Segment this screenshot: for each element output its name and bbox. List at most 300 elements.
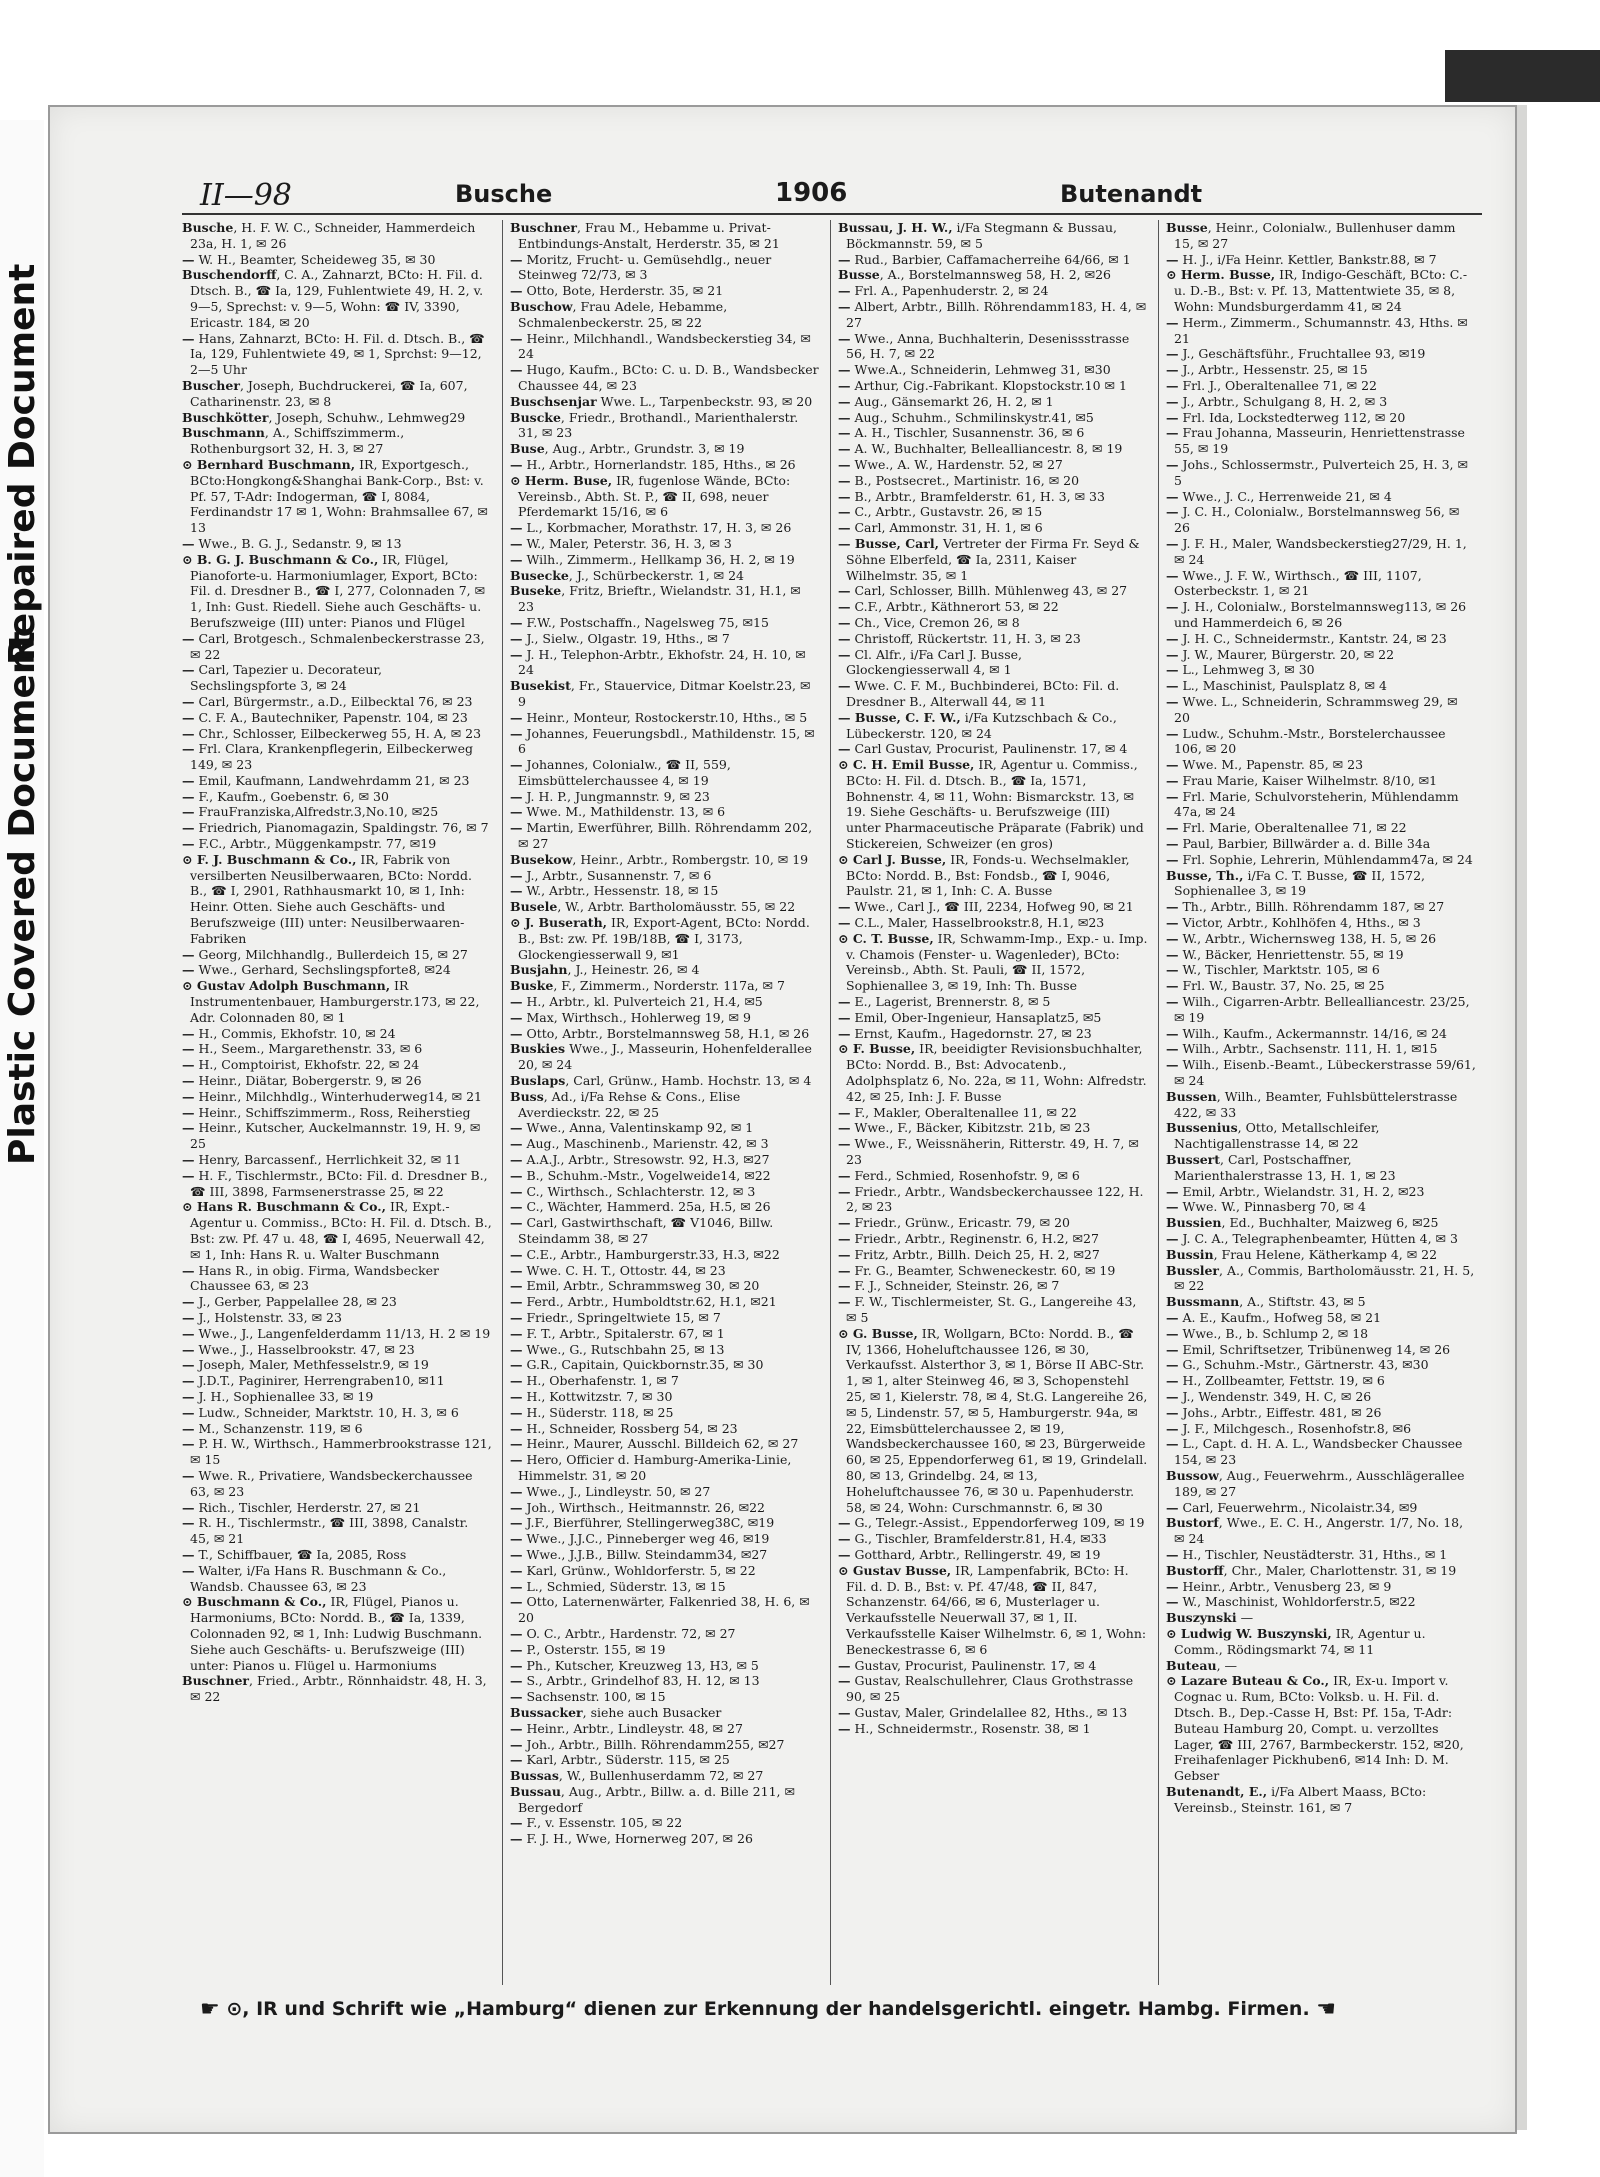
directory-entry	[1166, 1199, 1476, 1215]
entry-name: —	[510, 725, 523, 741]
entry-name: ⊙ C. H. Emil Busse,	[838, 757, 975, 773]
entry-details: Rich., Tischler, Herderstr. 27, ✉ 21	[194, 1499, 421, 1515]
entry-name: —	[1166, 646, 1179, 662]
entry-name: Buss	[510, 1088, 544, 1104]
entry-details: G., Schuhm.-Mstr., Gärtnerstr. 43, ✉30	[1178, 1357, 1429, 1373]
directory-entry	[1166, 631, 1476, 647]
directory-entry	[1166, 425, 1476, 457]
entry-name: —	[182, 1499, 195, 1515]
dark-corner-block	[1445, 50, 1600, 102]
entry-name: —	[510, 867, 523, 883]
directory-entry	[1166, 1310, 1476, 1326]
directory-entry	[1166, 1231, 1476, 1247]
entry-name: —	[182, 1167, 195, 1183]
directory-entry	[182, 252, 492, 268]
entry-details: IR, Fabrik von versilberten Neusilberwaaren, BCto: Nordd. B., ☎ I, 2901, Rathhausmarkt 10, ✉ 1, Inh: Heinr. Otten. Siehe auch Geschäfts- und Berufszweige (III) unter: Neusilberwaaren-Fabriken	[190, 851, 472, 946]
entry-name: —	[510, 1120, 523, 1136]
entry-name: —	[510, 1689, 523, 1705]
entry-details: Emil, Schriftsetzer, Tribünenweg 14, ✉ 26	[1178, 1341, 1451, 1357]
entry-name: — Busse, C. F. W.,	[838, 709, 961, 725]
entry-name: —	[1166, 314, 1179, 330]
entry-name: Buschmann	[182, 425, 265, 441]
entry-name: —	[510, 1199, 523, 1215]
entry-details: S., Arbtr., Grindelhof 83, H. 12, ✉ 13	[522, 1673, 760, 1689]
entry-name: —	[838, 1183, 851, 1199]
directory-entry	[510, 1721, 820, 1737]
directory-entry	[838, 1263, 1148, 1279]
directory-entry	[838, 1673, 1148, 1705]
directory-entry	[510, 1342, 820, 1358]
entry-name: —	[510, 788, 523, 804]
entry-details: Max, Wirthsch., Hohlerweg 19, ✉ 9	[522, 1009, 751, 1025]
directory-entry	[182, 1500, 492, 1516]
entry-details: , W., Bullenhuserdamm 72, ✉ 27	[558, 1768, 764, 1784]
entry-name: Busse	[838, 267, 880, 283]
directory-entry	[838, 1658, 1148, 1674]
entry-name: —	[1166, 1546, 1179, 1562]
directory-entry	[182, 267, 492, 330]
directory-entry	[510, 1010, 820, 1026]
entry-name: ⊙ B. G. J. Buschmann & Co.,	[182, 551, 379, 567]
entry-details: W., Bäcker, Henriettenstr. 55, ✉ 19	[1178, 946, 1404, 962]
entry-details: Friedr., Arbtr., Wandsbeckerchaussee 122, H. 2, ✉ 23	[846, 1183, 1144, 1215]
entry-details: Gotthard, Arbtr., Rellingerstr. 49, ✉ 19	[850, 1546, 1101, 1562]
entry-name: —	[1166, 535, 1179, 551]
column-2	[510, 220, 820, 1985]
directory-entry	[510, 1278, 820, 1294]
entry-details: Heinr., Diätar, Bobergerstr. 9, ✉ 26	[194, 1073, 422, 1089]
entry-details: Johs., Schlossermstr., Pulverteich 25, H. 3, ✉ 5	[1174, 456, 1468, 488]
directory-entry	[182, 820, 492, 836]
entry-details: , Otto, Metallschleifer, Nachtigallenstrasse 14, ✉ 22	[1174, 1120, 1380, 1152]
entry-details: L., Schmied, Süderstr. 13, ✉ 15	[522, 1578, 726, 1594]
entry-details: Carl Gustav, Procurist, Paulinenstr. 17, ✉ 4	[850, 741, 1128, 757]
entry-details: W., Tischler, Marktstr. 105, ✉ 6	[1178, 962, 1380, 978]
directory-entry	[182, 978, 492, 1025]
entry-name: —	[510, 1246, 523, 1262]
directory-entry	[182, 1089, 492, 1105]
directory-entry	[510, 1484, 820, 1500]
entry-details: C.F., Arbtr., Käthnerort 53, ✉ 22	[850, 599, 1059, 615]
entry-details: Carl, Ammonstr. 31, H. 1, ✉ 6	[850, 520, 1043, 536]
directory-entry	[838, 1231, 1148, 1247]
entry-name: —	[182, 1294, 195, 1310]
directory-entry	[838, 931, 1148, 994]
entry-name: —	[1166, 425, 1179, 441]
entry-name: —	[838, 1546, 851, 1562]
entry-name: —	[838, 520, 851, 536]
directory-entry	[838, 504, 1148, 520]
entry-details: H., Seem., Margarethenstr. 33, ✉ 6	[194, 1041, 423, 1057]
entry-details: Paul, Barbier, Billwärder a. d. Bille 34a	[1178, 836, 1431, 852]
entry-details: IR, Expt.-Agentur u. Commiss., BCto: H. Fil. d. Dtsch. B., Bst: zw. Pf. 47 u. 48, ☎ I, 4695, Neuerwall 42, ✉ 1, Inh: Hans R. u. Walter Buschmann	[190, 1199, 492, 1262]
entry-details: B., Schuhm.-Mstr., Vogelweide14, ✉22	[522, 1167, 771, 1183]
directory-entry	[182, 552, 492, 631]
directory-entry	[1166, 1215, 1476, 1231]
entry-details: Chr., Schlosser, Eilbeckerweg 55, H. A, ✉ 23	[194, 725, 482, 741]
directory-entry	[510, 1689, 820, 1705]
entry-details: Fr. G., Beamter, Schweneckestr. 60, ✉ 19	[850, 1262, 1116, 1278]
directory-entry	[1166, 1263, 1476, 1295]
entry-details: i/Fa C. T. Busse, ☎ II, 1572, Sophienallee 3, ✉ 19	[1174, 867, 1425, 899]
directory-entry	[838, 299, 1148, 331]
entry-name: —	[1166, 346, 1179, 362]
entry-name: —	[1166, 1499, 1179, 1515]
entry-name: —	[182, 1357, 195, 1373]
entry-name: —	[510, 1531, 523, 1547]
entry-details: Aug., Maschinenb., Marienstr. 42, ✉ 3	[522, 1136, 769, 1152]
entry-details: C., Wirthsch., Schlachterstr. 12, ✉ 3	[522, 1183, 756, 1199]
entry-name: ⊙ Carl J. Busse,	[838, 851, 947, 867]
entry-details: F., Makler, Oberaltenallee 11, ✉ 22	[850, 1104, 1077, 1120]
entry-name: —	[182, 1436, 195, 1452]
entry-details: Joseph, Maler, Methfesselstr.9, ✉ 19	[194, 1357, 429, 1373]
entry-details: F.C., Arbtr., Müggenkampstr. 77, ✉19	[194, 836, 437, 852]
directory-entry	[182, 1468, 492, 1500]
directory-entry	[182, 220, 492, 252]
column-divider	[830, 220, 831, 1985]
directory-entry	[510, 1041, 820, 1073]
entry-name: —	[510, 1025, 523, 1041]
entry-name: —	[510, 1009, 523, 1025]
entry-name: —	[1166, 1183, 1179, 1199]
entry-name: —	[1166, 409, 1179, 425]
entry-name: ⊙ Hans R. Buschmann & Co.,	[182, 1199, 386, 1215]
directory-entry	[510, 1089, 820, 1121]
directory-entry	[182, 331, 492, 378]
directory-entry	[1166, 789, 1476, 821]
entry-details: IR, Fonds-u. Wechselmakler, BCto: Nordd. B., Bst: Fondsb., ☎ I, 9046, Paulstr. 21, ✉ 1, Inh: C. A. Busse	[846, 851, 1130, 899]
entry-name: —	[510, 283, 523, 299]
entry-name: Busecke	[510, 567, 569, 583]
directory-entry	[510, 868, 820, 884]
entry-name: —	[182, 535, 195, 551]
entry-details: IR, fugenlose Wände, BCto: Vereinsb., Abth. St. P., ☎ II, 698, neuer Pferdemarkt 15/16, ✉ 6	[518, 472, 791, 520]
entry-details: Hero, Officier d. Hamburg-Amerika-Linie, Himmelstr. 31, ✉ 20	[518, 1452, 792, 1483]
entry-details: , siehe auch Busacker	[582, 1704, 722, 1720]
entry-name: Bussert	[1166, 1152, 1221, 1168]
directory-entry	[510, 1673, 820, 1689]
directory-entry	[182, 1120, 492, 1152]
directory-entry	[1166, 1405, 1476, 1421]
entry-details: Ch., Vice, Cremon 26, ✉ 8	[850, 614, 1020, 630]
directory-entry	[838, 1326, 1148, 1516]
directory-entry	[510, 1626, 820, 1642]
directory-entry	[182, 836, 492, 852]
directory-entry	[510, 536, 820, 552]
entry-details: FrauFranziska,Alfredstr.3,No.10, ✉25	[194, 804, 439, 820]
entry-details: Wwe. C. F. M., Buchbinderei, BCto: Fil. d. Dresdner B., Alterwall 44, ✉ 11	[846, 678, 1120, 709]
directory-entry	[838, 583, 1148, 599]
entry-name: —	[510, 1325, 523, 1341]
directory-entry	[182, 1421, 492, 1437]
entry-name: —	[838, 298, 851, 314]
directory-entry	[182, 1026, 492, 1042]
directory-entry	[838, 1547, 1148, 1563]
entry-name: —	[182, 1341, 195, 1357]
entry-name: —	[182, 1562, 195, 1578]
entry-name: —	[182, 251, 195, 267]
directory-entry	[1166, 647, 1476, 663]
entry-name: —	[838, 377, 851, 393]
entry-name: Busele	[510, 899, 558, 915]
directory-entry	[1166, 1547, 1476, 1563]
entry-details: H., Schneidermstr., Rosenstr. 38, ✉ 1	[850, 1720, 1091, 1736]
directory-entry	[1166, 868, 1476, 900]
entry-details: Heinr., Maurer, Ausschl. Billdeich 62, ✉ 27	[522, 1436, 799, 1452]
entry-name: Busche	[182, 220, 234, 235]
entry-details: W., Maschinist, Wohldorferstr.5, ✉22	[1178, 1594, 1416, 1610]
entry-details: i/Fa Kutzschbach & Co., Lübeckerstr. 120, ✉ 24	[846, 709, 1117, 741]
directory-entry	[1166, 1579, 1476, 1595]
entry-name: —	[838, 472, 851, 488]
entry-details: J. F., Milchgesch., Rosenhofstr.8, ✉6	[1178, 1420, 1412, 1436]
entry-details: Hans R., in obig. Firma, Wandsbecker Chaussee 63, ✉ 23	[190, 1262, 440, 1294]
entry-details: Johannes, Feuerungsbdl., Mathildenstr. 15, ✉ 6	[518, 725, 815, 757]
entry-name: —	[1166, 1578, 1179, 1594]
entry-name: ⊙ Buschmann & Co.,	[182, 1594, 327, 1610]
directory-entry	[510, 1294, 820, 1310]
directory-entry	[182, 1389, 492, 1405]
directory-entry	[510, 1184, 820, 1200]
entry-details: , Fritz, Brieftr., Wielandstr. 31, H.1, ✉ 23	[518, 583, 801, 615]
entry-name: —	[1166, 1373, 1179, 1389]
column-divider	[502, 220, 503, 1985]
entry-details: Aug., Gänsemarkt 26, H. 2, ✉ 1	[850, 393, 1054, 409]
entry-details: T., Schiffbauer, ☎ Ia, 2085, Ross	[194, 1546, 407, 1562]
directory-entry	[1166, 1294, 1476, 1310]
entry-name: —	[1166, 662, 1179, 678]
entry-name: —	[1166, 820, 1179, 836]
entry-name: —	[182, 1262, 195, 1278]
entry-details: Sachsenstr. 100, ✉ 15	[522, 1689, 666, 1705]
entry-details: Wwe. C. H. T., Ottostr. 44, ✉ 23	[522, 1262, 726, 1278]
directory-entry	[838, 994, 1148, 1010]
entry-name: —	[1166, 693, 1179, 709]
entry-name: —	[510, 1420, 523, 1436]
directory-entry	[182, 1294, 492, 1310]
entry-details: Ludw., Schneider, Marktstr. 10, H. 3, ✉ 6	[194, 1404, 459, 1420]
directory-entry	[838, 615, 1148, 631]
entry-name: —	[182, 946, 195, 962]
directory-entry	[182, 1326, 492, 1342]
entry-details: , F., Zimmerm., Norderstr. 117a, ✉ 7	[553, 978, 785, 994]
side-label-plastic-covered: Plastic Covered Document	[2, 631, 43, 1165]
entry-details: Karl, Grünw., Wohldorferstr. 5, ✉ 22	[522, 1562, 756, 1578]
header-last-name: Butenandt	[1060, 180, 1203, 208]
entry-name: —	[1166, 599, 1179, 615]
directory-entry	[510, 252, 820, 284]
directory-entry	[182, 1168, 492, 1200]
entry-details: G.R., Capitain, Quickbornstr.35, ✉ 30	[522, 1357, 764, 1373]
directory-entry	[182, 1057, 492, 1073]
directory-entry	[510, 220, 820, 252]
entry-details: L., Maschinist, Paulsplatz 8, ✉ 4	[1178, 678, 1387, 694]
entry-name: —	[510, 630, 523, 646]
entry-details: Frl. Sophie, Lehrerin, Mühlendamm47a, ✉ 24	[1178, 851, 1473, 867]
entry-name: Bustorf	[1166, 1515, 1219, 1531]
entry-details: , Heinr., Arbtr., Rombergstr. 10, ✉ 19	[572, 851, 809, 867]
directory-entry	[510, 1120, 820, 1136]
entry-name: —	[510, 1483, 523, 1499]
entry-name: Buscher	[182, 377, 240, 393]
directory-entry	[1166, 915, 1476, 931]
directory-entry	[510, 1436, 820, 1452]
entry-name: —	[1166, 788, 1179, 804]
entry-details: Victor, Arbtr., Kohlhöfen 4, Hths., ✉ 3	[1178, 915, 1421, 931]
directory-entry	[1166, 1326, 1476, 1342]
entry-details: IR, Lampenfabrik, BCto: H. Fil. d. D. B., Bst: v. Pf. 47/48, ☎ II, 847, Schanzenstr. 64/66, ✉ 6, Musterlager u. Verkaufsstelle Neuerwall 37, ✉ 1, II. Verkaufsstelle Kaiser Wilhelmstr. 6, ✉ 1, Wohn: Beneckestrasse 6, ✉ 6	[846, 1562, 1147, 1657]
entry-name: —	[838, 1215, 851, 1231]
entry-details: J., Holstenstr. 33, ✉ 23	[194, 1309, 342, 1325]
directory-columns	[182, 220, 1482, 1985]
entry-name: —	[510, 1373, 523, 1389]
entry-name: —	[838, 1167, 851, 1183]
entry-name: —	[838, 1515, 851, 1531]
directory-entry	[838, 1515, 1148, 1531]
entry-name: —	[1166, 678, 1179, 694]
entry-name: —	[510, 456, 523, 472]
entry-details: Hans, Zahnarzt, BCto: H. Fil. d. Dtsch. B., ☎ Ia, 129, Fuhlentwiete 49, ✉ 1, Sprchst: 9—12, 2—5 Uhr	[190, 330, 485, 378]
entry-name: —	[510, 1752, 523, 1768]
entry-name: —	[838, 1009, 851, 1025]
directory-entry	[510, 1421, 820, 1437]
entry-details: H., Tischler, Neustädterstr. 31, Hths., ✉ 1	[1178, 1546, 1448, 1562]
page-footer	[200, 1997, 1370, 2025]
entry-name: —	[510, 1404, 523, 1420]
entry-name: —	[510, 551, 523, 567]
entry-name: —	[510, 994, 523, 1010]
directory-entry	[510, 1815, 820, 1831]
entry-details: , C. A., Zahnarzt, BCto: H. Fil. d. Dtsch. B., ☎ Ia, 129, Fuhlentwiete 49, H. 2, v. 9—5, Sprechst: v. 9—5, Wohn: ☎ IV, 3390, Ericastr. 184, ✉ 20	[190, 267, 484, 330]
directory-entry	[1166, 978, 1476, 994]
entry-name: —	[510, 1388, 523, 1404]
entry-details: Wwe., Gerhard, Sechslingspforte8, ✉24	[194, 962, 451, 978]
entry-details: Heinr., Schiffszimmerm., Ross, Reiherstieg	[194, 1104, 471, 1120]
directory-entry	[510, 978, 820, 994]
entry-name: —	[510, 1262, 523, 1278]
entry-name: —	[510, 1499, 523, 1515]
entry-details: , J., Heinestr. 26, ✉ 4	[567, 962, 700, 978]
entry-details: IR, beeidigter Revisionsbuchhalter, BCto: Nordd. B., Bst: Advocatenb., Adolphsplatz 6, No. 22a, ✉ 11, Wohn: Alfredstr. 42, ✉ 25, Inh: J. F. Busse	[846, 1041, 1147, 1104]
entry-details: A. E., Kaufm., Hofweg 58, ✉ 21	[1178, 1309, 1382, 1325]
directory-entry	[1166, 1089, 1476, 1121]
entry-name: Buschner	[510, 220, 578, 235]
entry-details: Carl, Brotgesch., Schmalenbeckerstrasse 23, ✉ 22	[190, 630, 485, 662]
directory-entry	[182, 710, 492, 726]
entry-name: —	[510, 1215, 523, 1231]
entry-name: —	[510, 330, 523, 346]
entry-details: M., Schanzenstr. 119, ✉ 6	[194, 1420, 363, 1436]
directory-entry	[510, 852, 820, 868]
entry-name: —	[182, 1057, 195, 1073]
entry-details: C., Wächter, Hammerd. 25a, H.5, ✉ 26	[522, 1199, 771, 1215]
directory-entry	[838, 489, 1148, 505]
pointing-hand-left-icon: ☛	[200, 1997, 220, 2022]
entry-name: —	[510, 1736, 523, 1752]
directory-entry	[838, 1563, 1148, 1658]
entry-details: R. H., Tischlermstr., ☎ III, 3898, Canalstr. 45, ✉ 21	[190, 1515, 469, 1547]
directory-entry	[182, 1342, 492, 1358]
entry-name: —	[1166, 504, 1179, 520]
entry-details: A. H., Tischler, Susannenstr. 36, ✉ 6	[850, 425, 1085, 441]
directory-entry	[510, 1831, 820, 1847]
directory-entry	[182, 1515, 492, 1547]
entry-details: Carl, Gastwirthschaft, ☎ V1046, Billw. Steindamm 38, ✉ 27	[518, 1215, 774, 1246]
header-rule	[182, 213, 1482, 215]
entry-name: —	[510, 1562, 523, 1578]
side-label-repaired: Repaired Document	[2, 263, 43, 665]
directory-entry	[182, 726, 492, 742]
entry-name: —	[182, 788, 195, 804]
entry-details: Carl, Bürgermstr., a.D., Eilbecktal 76, ✉ 23	[194, 693, 473, 709]
directory-entry	[1166, 1184, 1476, 1200]
entry-details: F., v. Essenstr. 105, ✉ 22	[522, 1815, 683, 1831]
directory-entry	[182, 962, 492, 978]
directory-entry	[1166, 1500, 1476, 1516]
entry-details: Emil, Ober-Ingenieur, Hansaplatz5, ✉5	[850, 1009, 1102, 1025]
directory-entry	[510, 1326, 820, 1342]
entry-details: Carl, Feuerwehrm., Nicolaistr.34, ✉9	[1178, 1499, 1418, 1515]
entry-name: ⊙ Gustav Adolph Buschmann,	[182, 978, 391, 994]
entry-name: Bussler	[1166, 1262, 1220, 1278]
entry-details: Frl. Marie, Schulvorsteherin, Mühlendamm 47a, ✉ 24	[1174, 788, 1459, 820]
directory-entry	[1166, 1594, 1476, 1610]
entry-name: ⊙ Bernhard Buschmann,	[182, 456, 356, 472]
directory-entry	[182, 1673, 492, 1705]
entry-name: Buszynski	[1166, 1610, 1237, 1626]
directory-entry	[838, 1168, 1148, 1184]
entry-details: Wwe., Anna, Valentinskamp 92, ✉ 1	[522, 1120, 754, 1136]
entry-name: —	[838, 456, 851, 472]
entry-details: F., Kaufm., Goebenstr. 6, ✉ 30	[194, 788, 389, 804]
entry-details: J. H. P., Jungmannstr. 9, ✉ 23	[522, 788, 710, 804]
entry-name: —	[1166, 567, 1179, 583]
entry-name: —	[510, 1815, 523, 1831]
entry-name: —	[1166, 772, 1179, 788]
entry-name: —	[838, 1104, 851, 1120]
entry-details: , Fr., Stauervice, Ditmar Koelstr.23, ✉ 9	[518, 678, 811, 709]
entry-details: J., Wendenstr. 349, H. C, ✉ 26	[1178, 1388, 1372, 1404]
directory-entry	[510, 1452, 820, 1484]
directory-entry	[1166, 378, 1476, 394]
entry-details: Albert, Arbtr., Billh. Röhrendamm183, H. 4, ✉ 27	[846, 298, 1147, 330]
entry-details: Wwe., F., Weissnäherin, Ritterstr. 49, H. 7, ✉ 23	[846, 1136, 1139, 1168]
directory-entry	[510, 1405, 820, 1421]
entry-details: Arthur, Cig.-Fabrikant. Klopstockstr.10 ✉ 1	[850, 377, 1127, 393]
entry-details: Heinr., Milchhandl., Wandsbeckerstieg 34, ✉ 24	[518, 330, 811, 362]
directory-entry	[510, 1579, 820, 1595]
entry-details: IR, Flügel, Pianos u. Harmoniums, BCto: Nordd. B., ☎ Ia, 1339, Colonnaden 92, ✉ 1, Inh: Ludwig Buschmann. Siehe auch Geschäfts- u. Berufszweige (III) unter: Pianos u. Flügel u. Harmoniums	[190, 1594, 483, 1673]
entry-details: Wwe.A., Schneiderin, Lehmweg 31, ✉30	[850, 362, 1111, 378]
entry-details: , W., Arbtr. Bartholomäusstr. 55, ✉ 22	[557, 899, 796, 915]
directory-entry	[510, 552, 820, 568]
directory-entry	[1166, 504, 1476, 536]
directory-entry	[182, 1199, 492, 1262]
entry-name: —	[838, 1262, 851, 1278]
directory-entry	[1166, 1626, 1476, 1658]
entry-name: ⊙ Herm. Buse,	[510, 472, 613, 488]
entry-details: Fritz, Arbtr., Billh. Deich 25, H. 2, ✉27	[850, 1246, 1100, 1262]
entry-name: —	[510, 1673, 523, 1689]
entry-details: Carl, Tapezier u. Decorateur, Sechslingspforte 3, ✉ 24	[190, 662, 382, 694]
directory-entry	[838, 378, 1148, 394]
entry-details: Johannes, Colonialw., ☎ II, 559, Eimsbüttelerchaussee 4, ✉ 19	[518, 757, 731, 788]
entry-name: —	[1166, 757, 1179, 773]
entry-details: Frl. A., Papenhuderstr. 2, ✉ 24	[850, 283, 1049, 299]
directory-entry	[510, 678, 820, 710]
entry-details: Emil, Arbtr., Schrammsweg 30, ✉ 20	[522, 1278, 760, 1294]
